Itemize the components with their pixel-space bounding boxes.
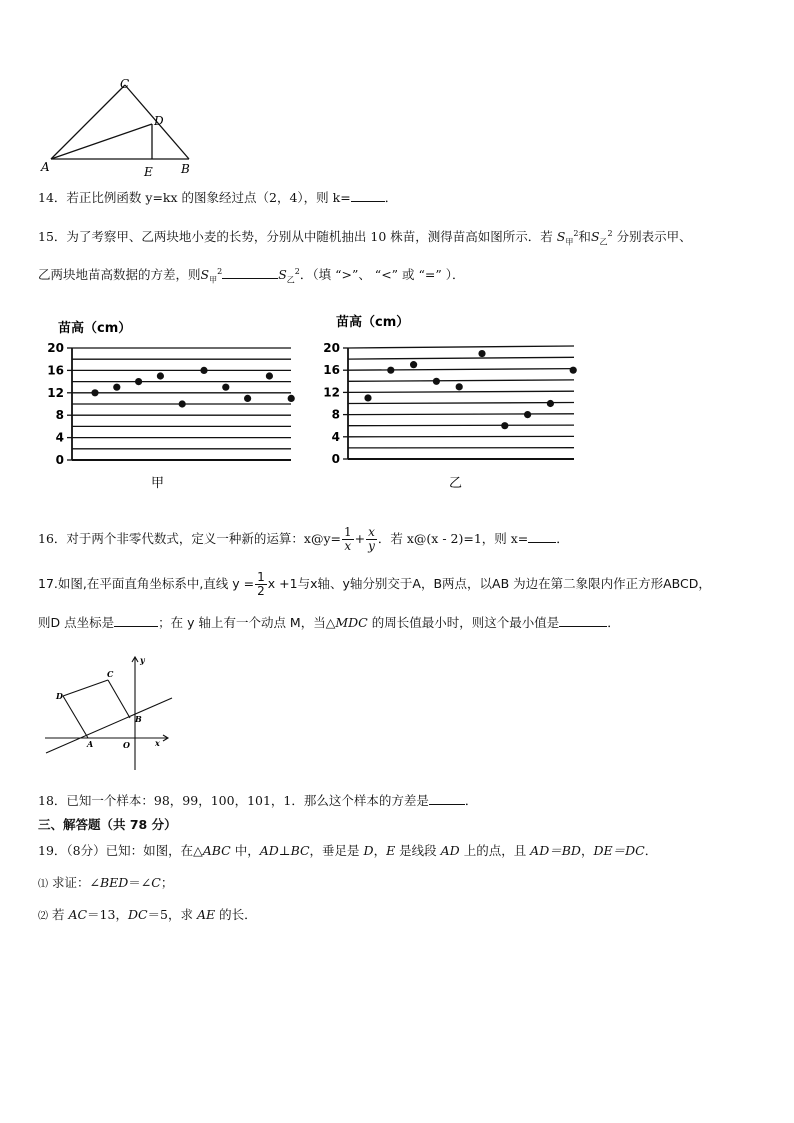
chart-yi-gridline bbox=[348, 414, 574, 415]
question-17-line2 bbox=[38, 614, 620, 631]
chart-jia-point bbox=[113, 384, 120, 391]
q17-line2-text-c: 的周长值最小时，则这个最小值是 bbox=[367, 615, 560, 630]
q17-line2-text-b: ；在 y 轴上有一个动点 M，当△ bbox=[158, 615, 336, 630]
chart-jia-tick-label: 0 bbox=[55, 453, 64, 467]
q15-line2-tail: ．（填 “>”、 “<” 或 “=” ）． bbox=[299, 267, 465, 283]
variance-yi: $S_乙^2$ bbox=[590, 229, 613, 247]
label-B: B bbox=[181, 162, 190, 176]
chart-yi-tick-label: 0 bbox=[331, 452, 340, 466]
question-16 bbox=[38, 521, 569, 557]
chart-jia-tick-label: 12 bbox=[47, 385, 64, 400]
chart-jia-point bbox=[222, 384, 229, 391]
q14-answer-blank[interactable] bbox=[351, 189, 385, 202]
label-C: C bbox=[107, 669, 114, 679]
question-15-line1 bbox=[38, 226, 692, 251]
question-15-line2 bbox=[38, 264, 465, 289]
chart-jia-point bbox=[266, 372, 273, 379]
q15-text: 15．为了考察甲、乙两块地小麦的长势，分别从中随机抽出 10 株苗，测得苗高如图所示．若 bbox=[38, 229, 553, 245]
chart-yi-gridline bbox=[348, 425, 574, 426]
chart-jia-tick-label: 4 bbox=[55, 430, 64, 445]
q17-tail: ． bbox=[607, 615, 620, 630]
fraction-x-over-y: $\frac{x}{y}$ bbox=[368, 525, 375, 553]
label-x: x bbox=[155, 738, 160, 748]
chart-jia-tick-label: 8 bbox=[55, 408, 64, 423]
chart-jia-point bbox=[157, 372, 164, 379]
chart-yi-point bbox=[478, 350, 485, 357]
chart-jia-points bbox=[91, 367, 294, 408]
q17-answer-blank-2[interactable] bbox=[559, 614, 607, 627]
chart-jia-xlabel: 甲 bbox=[151, 476, 165, 491]
chart-yi-point bbox=[364, 394, 371, 401]
variance-jia: $S_甲^2$ bbox=[556, 229, 579, 247]
q15-line1-tail: 分别表示甲、 bbox=[616, 229, 692, 245]
chart-yi-point bbox=[524, 411, 531, 418]
chart-yi-point bbox=[387, 367, 394, 374]
chart-jia-tick-label: 16 bbox=[47, 363, 64, 378]
chart-jia bbox=[38, 312, 308, 492]
chart-yi-gridline bbox=[348, 391, 574, 392]
chart-yi-point bbox=[570, 367, 577, 374]
chart-jia-tick-label: 20 bbox=[47, 341, 64, 355]
q15-and: 和 bbox=[578, 229, 591, 245]
label-B: B bbox=[135, 714, 142, 724]
chart-yi-yticks bbox=[323, 341, 348, 466]
q14-text: 14．若正比例函数 y=kx 的图象经过点（2，4），则 k= bbox=[38, 190, 351, 205]
chart-yi-point bbox=[501, 422, 508, 429]
chart-yi-point bbox=[433, 378, 440, 385]
chart-yi bbox=[312, 308, 587, 492]
q18-answer-blank[interactable] bbox=[429, 792, 465, 805]
question-17-line1 bbox=[38, 566, 711, 602]
chart-jia-point bbox=[288, 395, 295, 402]
label-O: O bbox=[123, 740, 130, 750]
q16-text-b: ．若 x@(x - 2)=1，则 x= bbox=[377, 531, 529, 546]
chart-yi-gridline bbox=[348, 369, 574, 371]
question-19-part-1: ⑴ 求证：∠BED＝∠C； bbox=[38, 875, 174, 890]
chart-yi-gridline bbox=[348, 403, 574, 404]
label-D: D bbox=[154, 114, 164, 128]
variance-yi-2: $S_乙^2$ bbox=[278, 267, 300, 285]
chart-yi-gridline bbox=[348, 346, 574, 348]
chart-jia-point bbox=[135, 378, 142, 385]
chart-yi-xlabel: 乙 bbox=[449, 476, 463, 491]
label-A: A bbox=[41, 160, 50, 174]
q15-line2-text: 乙两块地苗高数据的方差，则 bbox=[38, 267, 201, 283]
plus-sign: + bbox=[354, 531, 366, 546]
q17-line2-text: 则D 点坐标是 bbox=[38, 615, 115, 630]
q16-tail: ． bbox=[556, 531, 569, 546]
chart-jia-point bbox=[179, 400, 186, 407]
chart-yi-tick-label: 4 bbox=[331, 429, 340, 444]
chart-yi-point bbox=[410, 361, 417, 368]
chart-yi-tick-label: 12 bbox=[323, 385, 340, 400]
q17-answer-blank-1[interactable] bbox=[114, 614, 158, 627]
variance-jia-2: $S_甲^2$ bbox=[200, 267, 223, 285]
question-18 bbox=[38, 792, 477, 809]
chart-jia-yticks bbox=[47, 341, 72, 467]
chart-jia-point bbox=[91, 389, 98, 396]
chart-yi-grid bbox=[348, 346, 574, 459]
chart-jia-point bbox=[200, 367, 207, 374]
label-E: E bbox=[144, 165, 153, 179]
chart-yi-tick-label: 16 bbox=[323, 363, 340, 378]
triangle-figure bbox=[38, 75, 208, 180]
chart-yi-title: 苗高（cm） bbox=[336, 315, 410, 330]
chart-yi-point bbox=[456, 383, 463, 390]
chart-yi-tick-label: 20 bbox=[323, 341, 340, 355]
q15-answer-blank[interactable] bbox=[222, 266, 278, 279]
q14-tail: ． bbox=[384, 190, 398, 205]
q18-tail: ． bbox=[464, 793, 478, 808]
section-3-title: 三、解答题（共 78 分） bbox=[38, 817, 177, 832]
fraction-1-over-2: $\frac{1}{2}$ bbox=[257, 570, 265, 598]
question-19: 19．（8分）已知：如图，在△ABC 中，AD⊥BC，垂足是 D，E 是线段 AD 上的点，且 AD＝BD，DE＝DC． bbox=[38, 843, 658, 858]
label-y: y bbox=[140, 655, 145, 665]
q17-text-b: x +1与x轴、y轴分别交于A，B两点，以AB 为边在第二象限内作正方形ABCD， bbox=[267, 576, 711, 591]
chart-yi-gridline bbox=[348, 357, 574, 359]
label-A: A bbox=[87, 739, 94, 749]
chart-jia-title: 苗高（cm） bbox=[58, 321, 132, 336]
question-19-part-2: ⑵ 若 AC＝13，DC＝5，求 AE 的长． bbox=[38, 907, 257, 922]
q16-text: 16．对于两个非零代数式，定义一种新的运算：x@y= bbox=[38, 531, 341, 546]
chart-yi-tick-label: 8 bbox=[331, 407, 340, 422]
chart-yi-points bbox=[364, 350, 576, 429]
q17-text: 17.如图,在平面直角坐标系中,直线 y = bbox=[38, 576, 255, 591]
label-D: D bbox=[56, 691, 63, 701]
chart-jia-point bbox=[244, 395, 251, 402]
label-C: C bbox=[120, 77, 130, 91]
coordinate-figure bbox=[40, 652, 175, 772]
q18-text: 18．已知一个样本：98，99，100，101，1．那么这个样本的方差是 bbox=[38, 793, 429, 808]
q17-mdc: MDC bbox=[335, 615, 368, 630]
q16-answer-blank[interactable] bbox=[528, 530, 556, 543]
chart-yi-point bbox=[547, 400, 554, 407]
fraction-1-over-x: $\frac{1}{x}$ bbox=[344, 525, 352, 553]
question-14 bbox=[38, 189, 397, 206]
chart-yi-gridline bbox=[348, 380, 574, 381]
